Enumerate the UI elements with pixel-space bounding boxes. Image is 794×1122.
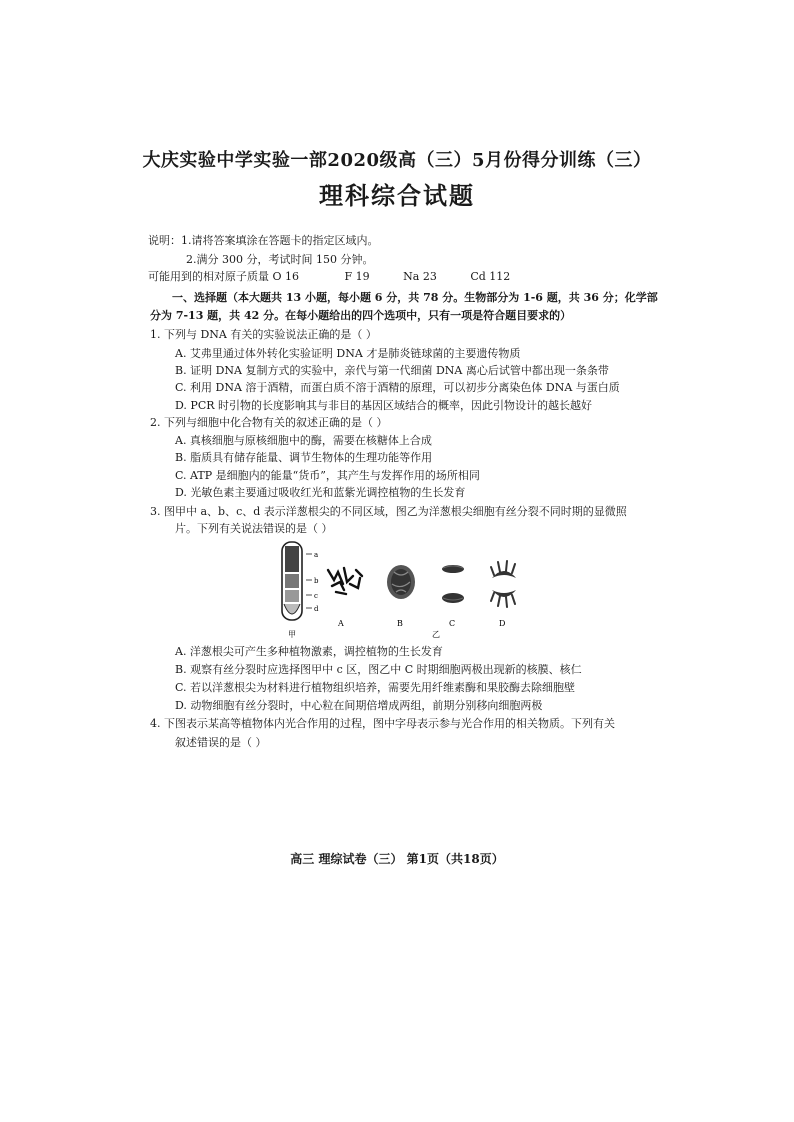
micrograph-d-label: D xyxy=(499,619,506,628)
question-1-option-d: D. PCR 时引物的长度影响其与非目的基因区域结合的概率，因此引物设计的越长越好 xyxy=(175,399,593,412)
atomic-mass-label: 可能用到的相对原子质量 O 16 xyxy=(148,270,300,283)
zone-b-label: b xyxy=(314,577,319,585)
micrograph-d xyxy=(491,561,516,607)
question-4-stem-line-1: 4. 下图表示某高等植物体内光合作用的过程，图中字母表示参与光合作用的相关物质。下列有关 xyxy=(150,717,615,730)
question-1-option-a: A. 艾弗里通过体外转化实验证明 DNA 才是肺炎链球菌的主要遗传物质 xyxy=(175,347,521,360)
question-1-stem: 1. 下列与 DNA 有关的实验说法正确的是（ ） xyxy=(150,328,377,341)
root-tip-drawing xyxy=(282,542,312,620)
question-3-option-d: D. 动物细胞有丝分裂时，中心粒在间期倍增成两组，前期分别移向细胞两极 xyxy=(175,699,543,712)
figure-yi-label: 乙 xyxy=(432,630,440,639)
question-2-option-d: D. 光敏色素主要通过吸收红光和蓝紫光调控植物的生长发育 xyxy=(175,486,466,499)
micrograph-a xyxy=(328,568,362,594)
question-3-option-c: C. 若以洋葱根尖为材料进行植物组织培养，需要先用纤维素酶和果胶酶去除细胞壁 xyxy=(175,681,576,694)
onion-root-mitosis-figure xyxy=(270,540,530,640)
zone-a-label: a xyxy=(314,551,319,559)
question-3-stem-line-2: 片。下列有关说法错误的是（ ） xyxy=(175,522,333,535)
atomic-mass-f: F 19 xyxy=(344,270,370,283)
question-2-option-b: B. 脂质具有储存能量、调节生物体的生理功能等作用 xyxy=(175,451,433,464)
question-2-option-a: A. 真核细胞与原核细胞中的酶，需要在核糖体上合成 xyxy=(175,434,432,447)
figure-jia-label: 甲 xyxy=(288,630,296,639)
zone-d-label: d xyxy=(314,605,319,613)
exam-subject-title: 理科综合试题 xyxy=(319,181,475,210)
micrograph-a-label: A xyxy=(338,619,344,628)
micrograph-c-label: C xyxy=(449,619,456,628)
question-1-option-b: B. 证明 DNA 复制方式的实验中，亲代与第一代细菌 DNA 离心后试管中都出现一条条带 xyxy=(175,364,609,377)
atomic-mass-cd: Cd 112 xyxy=(470,270,511,283)
question-3-option-b: B. 观察有丝分裂时应选择图甲中 c 区，图乙中 C 时期细胞两极出现新的核膜、核仁 xyxy=(175,663,582,676)
question-2-stem: 2. 下列与细胞中化合物有关的叙述正确的是（ ） xyxy=(150,416,388,429)
micrograph-b xyxy=(387,565,415,599)
question-2-option-c: C. ATP 是细胞内的能量“货币”，其产生与发挥作用的场所相同 xyxy=(175,469,480,482)
question-4-stem-line-2: 叙述错误的是（ ） xyxy=(175,736,267,749)
question-3-stem-line-1: 3. 图甲中 a、b、c、d 表示洋葱根尖的不同区域，图乙为洋葱根尖细胞有丝分裂不同时期的显微照 xyxy=(150,505,627,518)
instruction-line-1: 说明：1.请将答案填涂在答题卡的指定区域内。 xyxy=(148,234,379,247)
zone-c-label: c xyxy=(314,592,318,600)
page-footer: 高三 理综试卷（三） 第1页（共18页） xyxy=(290,852,504,866)
section-heading-line-2: 分为 7-13 题，共 42 分。在每小题给出的四个选项中，只有一项是符合题目要求的） xyxy=(150,309,572,322)
atomic-mass-na: Na 23 xyxy=(403,270,437,283)
exam-header-title: 大庆实验中学实验一部2020级高（三）5月份得分训练（三） xyxy=(142,150,652,171)
question-1-option-c: C. 利用 DNA 溶于酒精，而蛋白质不溶于酒精的原理，可以初步分离染色体 DNA 与蛋白质 xyxy=(175,381,620,394)
micrograph-b-label: B xyxy=(397,619,403,628)
micrograph-c xyxy=(442,565,464,603)
section-heading-line-1: 一、选择题（本大题共 13 小题，每小题 6 分，共 78 分。生物部分为 1-6 题，共 36 分；化学部 xyxy=(172,291,658,304)
instruction-line-2: 2.满分 300 分，考试时间 150 分钟。 xyxy=(186,253,374,266)
question-3-option-a: A. 洋葱根尖可产生多种植物激素，调控植物的生长发育 xyxy=(175,645,443,658)
atomic-mass-line xyxy=(148,270,510,284)
figure-svg xyxy=(270,540,530,640)
